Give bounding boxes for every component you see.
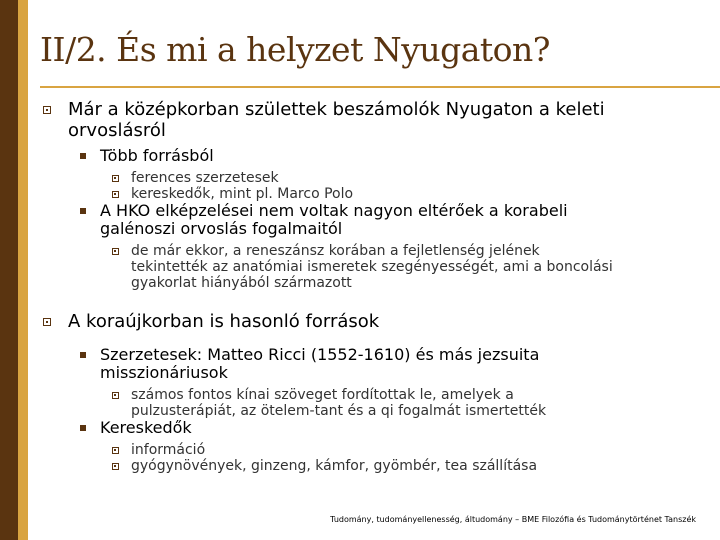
level2-bullet-icon <box>80 153 86 159</box>
level3-bullet-text: gyakorlat hiányából származott <box>131 275 352 291</box>
level1-bullet-text: Már a középkorban születtek beszámolók Nyugaton a keleti <box>68 99 605 120</box>
level3-bullet-icon <box>112 447 119 454</box>
level2-bullet-text: galénoszi orvoslás fogalmaitól <box>100 219 343 238</box>
level3-bullet-text: pulzusterápiát, az ötelem-tant és a qi fogalmát ismertették <box>131 403 547 419</box>
level1-bullet-icon <box>43 106 51 114</box>
level3-bullet-text: tekintették az anatómiai ismeretek szegényességét, ami a boncolási <box>131 259 613 275</box>
level3-bullet-icon <box>112 191 119 198</box>
level3-bullet-icon <box>112 248 119 255</box>
level2-bullet-text: Több forrásból <box>100 146 214 165</box>
level3-bullet-icon <box>112 392 119 399</box>
level2-bullet-text: Kereskedők <box>100 418 192 437</box>
level3-bullet-text: kereskedők, mint pl. Marco Polo <box>131 186 354 202</box>
slide-title: II/2. És mi a helyzet Nyugaton? <box>40 30 550 69</box>
level1-bullet-text: orvoslásról <box>68 120 166 141</box>
level3-bullet-text: ferences szerzetesek <box>131 170 279 186</box>
level3-bullet-icon <box>112 175 119 182</box>
level3-bullet-icon <box>112 463 119 470</box>
level2-bullet-text: Szerzetesek: Matteo Ricci (1552-1610) és más jezsuita <box>100 345 540 364</box>
level1-bullet-text: A koraújkorban is hasonló források <box>68 311 380 332</box>
level3-bullet-text: számos fontos kínai szöveget fordítottak le, amelyek a <box>131 387 514 403</box>
level3-bullet-text: információ <box>131 442 206 458</box>
footer-text: Tudomány, tudományellenesség, áltudomány – BME Filozófia és Tudománytörténet Tanszék <box>330 515 696 524</box>
level2-bullet-text: A HKO elképzelései nem voltak nagyon eltérőek a korabeli <box>100 201 568 220</box>
level2-bullet-icon <box>80 208 86 214</box>
level2-bullet-icon <box>80 352 86 358</box>
level2-bullet-icon <box>80 425 86 431</box>
level1-bullet-icon <box>43 318 51 326</box>
level2-bullet-text: misszionáriusok <box>100 363 228 382</box>
level3-bullet-text: de már ekkor, a reneszánsz korában a fejletlenség jelének <box>131 243 540 259</box>
level3-bullet-text: gyógynövények, ginzeng, kámfor, gyömbér, tea szállítása <box>131 458 538 474</box>
